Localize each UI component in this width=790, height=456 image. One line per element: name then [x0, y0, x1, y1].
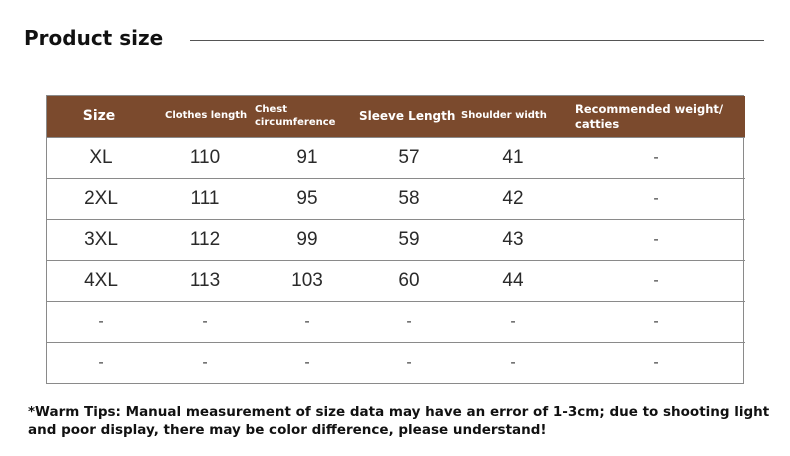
cell-clothes-length: 111	[155, 179, 255, 220]
cell-shoulder: 42	[459, 179, 567, 220]
cell-chest: -	[255, 302, 359, 343]
cell-shoulder: -	[459, 302, 567, 343]
cell-shoulder: 44	[459, 261, 567, 302]
cell-clothes-length: 113	[155, 261, 255, 302]
cell-sleeve: -	[359, 302, 459, 343]
table-row	[47, 302, 745, 343]
title-divider	[190, 40, 764, 41]
cell-sleeve: 59	[359, 220, 459, 261]
cell-weight: -	[567, 220, 745, 261]
warm-tips-note: *Warm Tips: Manual measurement of size data may have an error of 1-3cm; due to shooting light and poor display, there may be color difference, please understand!	[28, 404, 770, 438]
cell-size: XL	[47, 138, 155, 179]
header-shoulder-width: Shoulder width	[461, 110, 547, 122]
cell-weight: -	[567, 261, 745, 302]
cell-size: 2XL	[47, 179, 155, 220]
cell-clothes-length: -	[155, 343, 255, 384]
table-row	[47, 343, 745, 384]
cell-chest: -	[255, 343, 359, 384]
cell-shoulder: 41	[459, 138, 567, 179]
cell-sleeve: 57	[359, 138, 459, 179]
cell-sleeve: 60	[359, 261, 459, 302]
cell-size: -	[47, 343, 155, 384]
cell-shoulder: 43	[459, 220, 567, 261]
header-recommended-weight: Recommended weight/ catties	[575, 102, 724, 131]
header-sleeve-length: Sleeve Length	[359, 109, 456, 123]
size-table	[46, 95, 744, 384]
header-clothes-length: Clothes length	[165, 110, 248, 122]
cell-sleeve: -	[359, 343, 459, 384]
cell-chest: 99	[255, 220, 359, 261]
cell-weight: -	[567, 302, 745, 343]
cell-weight: -	[567, 138, 745, 179]
cell-size: -	[47, 302, 155, 343]
cell-weight: -	[567, 343, 745, 384]
cell-shoulder: -	[459, 343, 567, 384]
header-size: Size	[82, 107, 116, 124]
table-header-row	[47, 96, 745, 138]
table-row	[47, 138, 745, 179]
cell-clothes-length: -	[155, 302, 255, 343]
cell-chest: 103	[255, 261, 359, 302]
cell-weight: -	[567, 179, 745, 220]
cell-chest: 91	[255, 138, 359, 179]
header-chest-circumference: Chest circumference	[255, 104, 336, 128]
table-row	[47, 220, 745, 261]
cell-clothes-length: 110	[155, 138, 255, 179]
cell-chest: 95	[255, 179, 359, 220]
cell-size: 3XL	[47, 220, 155, 261]
cell-clothes-length: 112	[155, 220, 255, 261]
table-row	[47, 179, 745, 220]
page-title: Product size	[24, 26, 164, 50]
table-row	[47, 261, 745, 302]
cell-sleeve: 58	[359, 179, 459, 220]
cell-size: 4XL	[47, 261, 155, 302]
